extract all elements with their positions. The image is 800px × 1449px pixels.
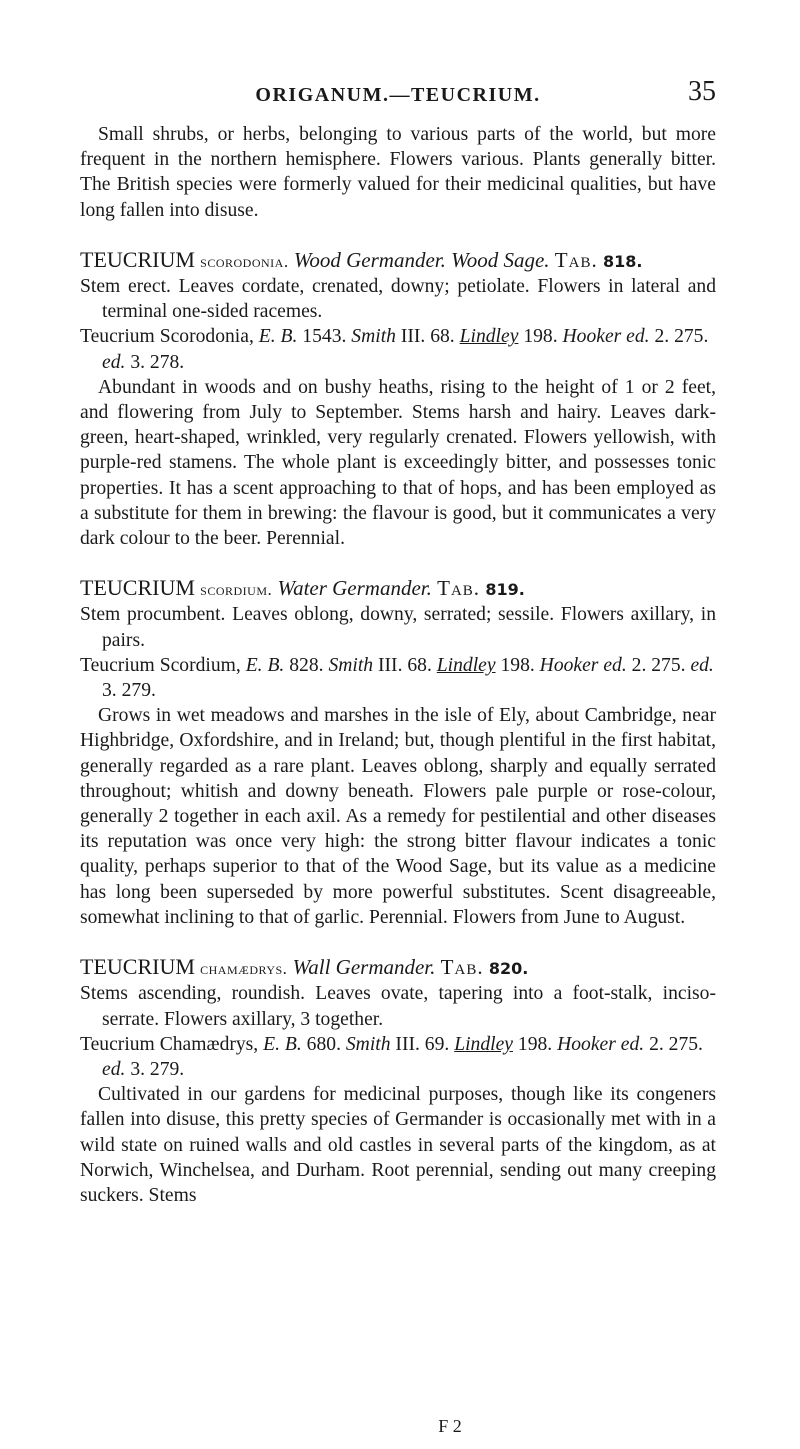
ref-hooker: Hooker ed. xyxy=(562,326,650,348)
common-name-alt: Wood Sage. xyxy=(451,247,550,272)
ref-hooker-number: 2. 275. xyxy=(654,326,709,348)
species-entry-scordium xyxy=(80,575,716,930)
ref-eb: E. B. xyxy=(258,326,298,348)
species-entry-chamaedrys xyxy=(80,954,716,1208)
common-name: Wood Germander. xyxy=(293,247,446,272)
species-observations: Grows in wet meadows and marshes in the isle of Ely, about Cambridge, near Highbridge, Oxfordshire, and in Ireland; but, though plentiful in the first habitat, generally regarded as a rare plant. Leaves oblong, sharply and equally serrated throughout; whitish and downy beneath. Flowers pale purple or rose-colour, generally 2 together in each axil. As a remedy for pestilential and other diseases its reputation was once very high: the strong bitter flavour indicates a tonic quality, perhaps superior to that of the Wood Sage, but its value as a medicine has long been superseded by more powerful substitutes. Scent disagreeable, somewhat inclining to that of garlic. Perennial. Flowers from June to August. xyxy=(80,705,716,928)
ref-smith: Smith xyxy=(328,654,374,676)
plate-label: Tab. xyxy=(437,576,481,601)
ref-ed-number: 3. 279. xyxy=(130,1058,185,1080)
species-references xyxy=(80,1032,716,1082)
ref-smith: Smith xyxy=(345,1033,391,1055)
species-description: Stems ascending, roundish. Leaves ovate, tapering into a foot-stalk, inciso-serrate. Flowers axillary, 3 together. xyxy=(80,983,716,1030)
page-header xyxy=(80,76,716,116)
ref-lindley-number: 198. xyxy=(517,1033,553,1055)
ref-hooker: Hooker ed. xyxy=(557,1033,645,1055)
species-description: Stem erect. Leaves cordate, crenated, downy; petiolate. Flowers in lateral and terminal one-sided racemes. xyxy=(80,276,716,323)
genus-intro-paragraph: Small shrubs, or herbs, belonging to various parts of the world, but more frequent in the northern hemisphere. Flowers various. Plants generally bitter. The British species were formerly valued for their medicinal qualities, but have long fallen into disuse. xyxy=(80,124,716,221)
signature-mark: F 2 xyxy=(438,1416,462,1436)
common-name: Wall Germander. xyxy=(292,955,436,980)
ref-name: Teucrium Scorodonia, xyxy=(80,326,254,348)
ref-hooker-number: 2. 275. xyxy=(649,1033,703,1055)
plate-number: 820. xyxy=(488,959,529,979)
page-body xyxy=(80,122,716,1208)
species-description: Stem procumbent. Leaves oblong, downy, serrated; sessile. Flowers axillary, in pairs. xyxy=(80,604,716,651)
plate-label: Tab. xyxy=(554,247,598,272)
ref-lindley: Lindley xyxy=(454,1033,513,1055)
ref-name: Teucrium Chamædrys, xyxy=(80,1033,259,1055)
species-epithet: scordium. xyxy=(200,580,273,600)
species-observations: Cultivated in our gardens for medicinal purposes, though like its congeners fallen into disuse, this pretty species of Germander is occasionally met with in a wild state on ruined walls and old castles in several parts of the kingdom, as at Norwich, Winchelsea, and Durham. Root perennial, sending out many creeping suckers. Stems xyxy=(80,1084,716,1206)
species-heading xyxy=(80,247,716,274)
ref-name: Teucrium Scordium, xyxy=(80,654,241,676)
genus-name: TEUCRIUM xyxy=(80,246,195,272)
species-references xyxy=(80,653,716,703)
ref-eb: E. B. xyxy=(245,654,285,676)
species-heading xyxy=(80,954,716,981)
ref-smith: Smith xyxy=(351,326,396,348)
species-observations: Abundant in woods and on bushy heaths, rising to the height of 1 or 2 feet, and flowering from July to September. Stems harsh and hairy. Leaves dark-green, heart-shaped, wrinkled, very regularly crenated. Flowers yellowish, with purple-red stamens. The whole plant is exceedingly bitter, and possesses tonic properties. It has a scent approaching to that of hops, and has been employed as a substitute for them in brewing: the flavour is good, but it communicates a very dark colour to the beer. Perennial. xyxy=(80,376,716,550)
ref-hooker-number: 2. 275. xyxy=(631,654,686,676)
species-epithet: chamædrys. xyxy=(200,959,288,979)
species-epithet: scorodonia. xyxy=(200,251,289,271)
ref-ed-number: 3. 278. xyxy=(130,351,185,373)
species-entry-scorodonia xyxy=(80,247,716,551)
species-heading xyxy=(80,575,716,602)
common-name: Water Germander. xyxy=(277,576,432,601)
genus-name: TEUCRIUM xyxy=(80,575,195,601)
ref-smith-number: III. 69. xyxy=(395,1033,450,1055)
species-references xyxy=(80,324,716,374)
ref-lindley-number: 198. xyxy=(523,326,558,348)
ref-eb: E. B. xyxy=(263,1033,302,1055)
ref-ed-number: 3. 279. xyxy=(102,680,156,702)
ref-ed: ed. xyxy=(102,351,126,373)
ref-hooker: Hooker ed. xyxy=(539,654,627,676)
ref-smith-number: III. 68. xyxy=(400,326,455,348)
plate-number: 818. xyxy=(602,251,643,271)
ref-lindley: Lindley xyxy=(436,654,496,676)
ref-ed: ed. xyxy=(102,1058,126,1080)
running-head: ORIGANUM.—TEUCRIUM. xyxy=(255,84,541,106)
plate-label: Tab. xyxy=(440,955,484,980)
ref-ed: ed. xyxy=(690,654,714,676)
page-number: 35 xyxy=(688,76,716,107)
ref-lindley: Lindley xyxy=(459,326,519,348)
ref-lindley-number: 198. xyxy=(500,654,535,676)
genus-name: TEUCRIUM xyxy=(80,954,195,980)
ref-eb-number: 1543. xyxy=(302,326,347,348)
ref-eb-number: 680. xyxy=(306,1033,341,1055)
ref-eb-number: 828. xyxy=(289,654,324,676)
ref-smith-number: III. 68. xyxy=(378,654,432,676)
plate-number: 819. xyxy=(485,580,525,600)
